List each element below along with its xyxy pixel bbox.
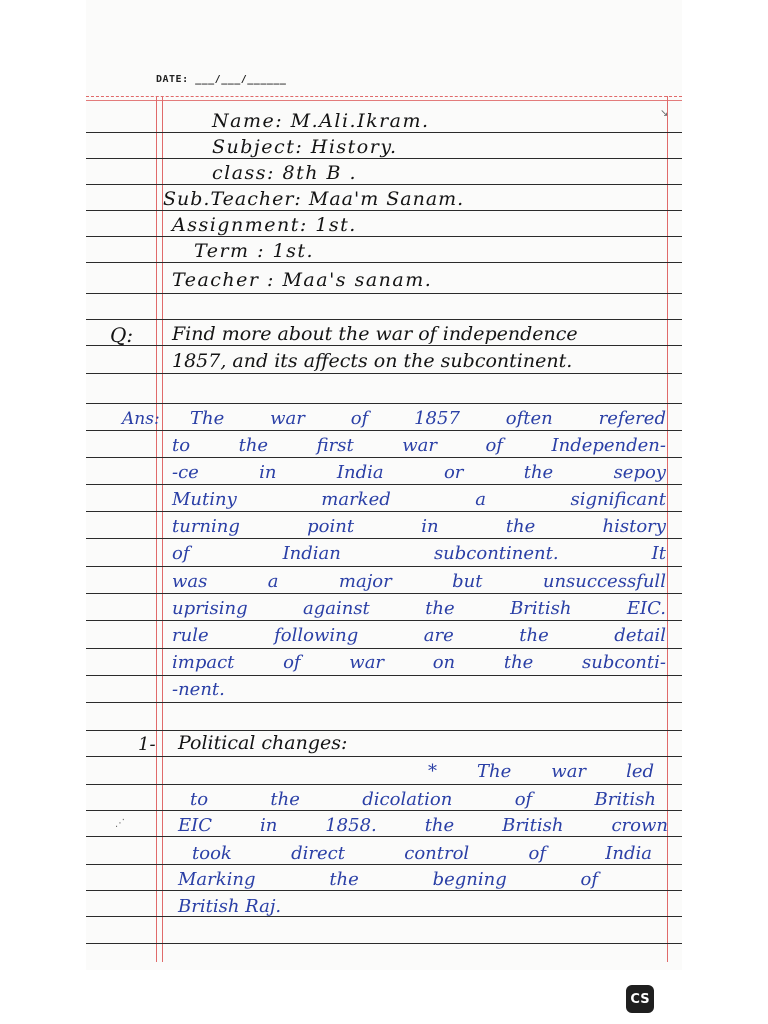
handwritten-word: EIC (178, 815, 213, 836)
ruled-line (86, 648, 682, 649)
page-mark: ↘ (660, 108, 669, 119)
answer-line (172, 464, 666, 482)
left-margin-line (156, 96, 157, 962)
top-red-rule (86, 96, 682, 97)
ruled-line (86, 132, 682, 133)
answer-line: -nent. (172, 679, 225, 700)
handwritten-word: took (192, 843, 232, 864)
subject-line: Subject: History. (212, 136, 398, 158)
handwritten-word: 1857 (414, 408, 460, 429)
ruled-line (86, 836, 682, 837)
handwritten-word: significant (570, 489, 666, 510)
ruled-line (86, 293, 682, 294)
ruled-line (86, 702, 682, 703)
handwritten-word: major (338, 571, 392, 592)
handwritten-word: of (514, 789, 533, 810)
name-line: Name: M.Ali.Ikram. (212, 110, 430, 132)
ruled-line (86, 620, 682, 621)
handwritten-word: India (605, 843, 652, 864)
handwritten-word: the (519, 625, 549, 646)
handwritten-word: the (523, 462, 554, 483)
handwritten-word: on (432, 652, 456, 673)
answer-line (172, 600, 666, 618)
ruled-line (86, 158, 682, 159)
term-line: Term : 1st. (194, 240, 315, 262)
ruled-line (86, 756, 682, 757)
handwritten-word: marked (321, 489, 391, 510)
section-line (428, 763, 654, 781)
handwritten-word: first (316, 435, 354, 456)
ruled-line (86, 890, 682, 891)
date-field: DATE: ___/___/______ (156, 74, 287, 85)
ruled-line (86, 345, 682, 346)
handwritten-word: the (270, 789, 300, 810)
handwritten-word: dicolation (362, 789, 453, 810)
answer-line (172, 627, 666, 645)
answer-line (172, 491, 666, 509)
handwritten-word: often (505, 408, 553, 429)
handwritten-word: was (172, 571, 208, 592)
ruled-line (86, 566, 682, 567)
ruled-line (86, 810, 682, 811)
handwritten-word: unsuccessfull (542, 571, 666, 592)
handwritten-word: but (452, 571, 483, 592)
ruled-line (86, 916, 682, 917)
handwritten-word: of (580, 869, 598, 890)
section-line (190, 791, 656, 809)
handwritten-word: -ce (172, 462, 199, 483)
handwritten-word: in (259, 815, 278, 836)
handwritten-word: subconti- (582, 652, 666, 673)
handwritten-word: Indian (282, 543, 341, 564)
handwritten-word: the (505, 516, 536, 537)
answer-marker: Ans: (122, 409, 160, 429)
handwritten-word: The (190, 408, 225, 429)
handwritten-word: subcontinent. (433, 543, 559, 564)
ruled-line (86, 210, 682, 211)
ruled-line (86, 373, 682, 374)
handwritten-word: of (350, 408, 369, 429)
ruled-line (86, 184, 682, 185)
handwritten-word: the (238, 435, 269, 456)
answer-line (172, 437, 666, 455)
handwritten-word: It (651, 543, 666, 564)
handwritten-word: war (349, 652, 385, 673)
answer-line (172, 573, 666, 591)
section-line: British Raj. (178, 896, 282, 917)
handwritten-word: in (259, 462, 277, 483)
section-heading: Political changes: (178, 732, 348, 754)
handwritten-word: impact (172, 652, 235, 673)
answer-line (190, 410, 666, 428)
handwritten-word: India (336, 462, 384, 483)
handwritten-word: turning (172, 516, 240, 537)
ruled-line (86, 430, 682, 431)
handwritten-word: the (329, 869, 359, 890)
handwritten-word: the (424, 815, 455, 836)
ruled-line (86, 262, 682, 263)
class-line: class: 8th B . (212, 162, 358, 184)
handwritten-word: Mutiny (172, 489, 237, 510)
handwritten-word: sepoy (613, 462, 666, 483)
handwritten-word: led (626, 761, 654, 782)
handwritten-word: a (267, 571, 279, 592)
handwritten-word: to (172, 435, 191, 456)
handwritten-word: are (423, 625, 454, 646)
handwritten-word: of (283, 652, 301, 673)
ruled-line (86, 484, 682, 485)
handwritten-word: of (485, 435, 503, 456)
handwritten-word: of (172, 543, 190, 564)
handwritten-word: control (404, 843, 470, 864)
section-line (178, 871, 598, 889)
ruled-line (86, 511, 682, 512)
handwritten-word: rule (172, 625, 209, 646)
handwritten-word: the (425, 598, 455, 619)
handwritten-word: 1858. (325, 815, 377, 836)
handwritten-word: war (402, 435, 437, 456)
handwritten-word: EIC. (626, 598, 666, 619)
handwritten-word: Independen- (551, 435, 666, 456)
ruled-line (86, 538, 682, 539)
handwritten-word: direct (291, 843, 345, 864)
handwritten-word: uprising (172, 598, 248, 619)
ruled-line (86, 784, 682, 785)
handwritten-word: to (190, 789, 209, 810)
section-number: 1- (138, 734, 156, 755)
handwritten-word: British (594, 789, 656, 810)
section-line (178, 817, 668, 835)
handwritten-word: history (602, 516, 666, 537)
ruled-line (86, 403, 682, 404)
handwritten-word: against (302, 598, 370, 619)
assignment-line: Assignment: 1st. (172, 214, 357, 236)
question-line-1: Find more about the war of independence (172, 323, 578, 345)
section-line (192, 845, 652, 863)
ruled-line (86, 319, 682, 320)
top-red-rule-2 (86, 100, 682, 101)
handwritten-word: refered (598, 408, 666, 429)
teacher-line: Teacher : Maa's sanam. (172, 269, 433, 291)
handwritten-word: British (510, 598, 572, 619)
handwritten-word: The (477, 761, 512, 782)
handwritten-word: British (502, 815, 564, 836)
handwritten-word: war (270, 408, 305, 429)
ruled-line (86, 593, 682, 594)
handwritten-word: Marking (178, 869, 256, 890)
handwritten-word: point (307, 516, 355, 537)
handwritten-word: a (475, 489, 486, 510)
page-mark: ⋰ (115, 818, 125, 829)
handwritten-word: begning (432, 869, 507, 890)
handwritten-word: * (428, 761, 437, 782)
answer-line (172, 518, 666, 536)
ruled-line (86, 457, 682, 458)
ruled-line (86, 864, 682, 865)
handwritten-word: or (443, 462, 464, 483)
question-marker: Q: (110, 323, 134, 347)
ruled-line (86, 943, 682, 944)
handwritten-word: detail (614, 625, 666, 646)
handwritten-word: in (421, 516, 439, 537)
question-line-2: 1857, and its affects on the subcontinent. (172, 350, 573, 372)
answer-line (172, 654, 666, 672)
handwritten-word: crown (611, 815, 668, 836)
answer-line (172, 545, 666, 563)
handwritten-word: following (274, 625, 359, 646)
handwritten-word: of (528, 843, 546, 864)
handwritten-word: the (503, 652, 534, 673)
ruled-line (86, 236, 682, 237)
left-margin-line-2 (162, 96, 163, 962)
sub-teacher-line: Sub.Teacher: Maa'm Sanam. (163, 188, 465, 210)
ruled-line (86, 675, 682, 676)
camscanner-logo: CS (626, 985, 654, 1013)
ruled-line (86, 730, 682, 731)
handwritten-word: war (551, 761, 587, 782)
